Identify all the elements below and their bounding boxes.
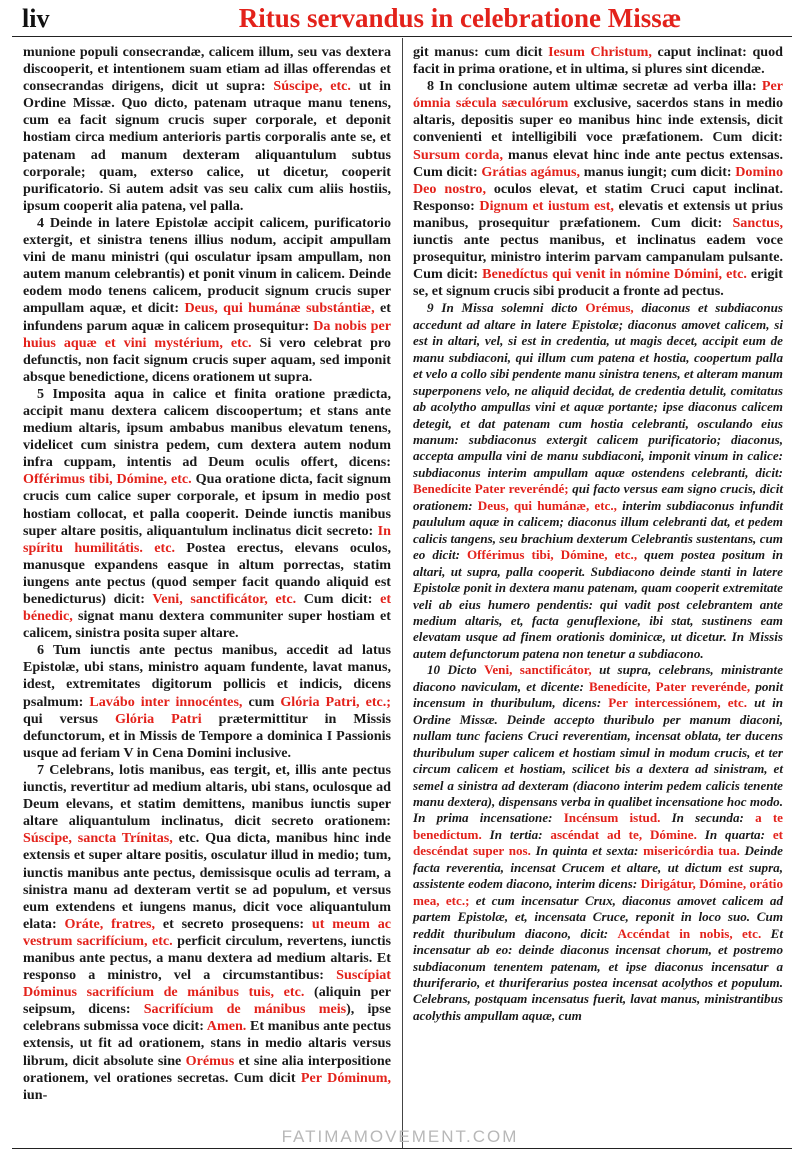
header-rule bbox=[12, 36, 792, 37]
body-text: Et incensatur ab eo: deinde diaconus incensat chorum, et postremo subdiaconum tenentem patenam, et ipse diaconus incensatur a thuriferario, et thuriferarius postea incensat acolythos et populum. Celebrans, postquam incensatus fuerit, lavat manus, ministrantibus acolythis ampullam aquæ, cum bbox=[413, 925, 783, 1023]
column-separator bbox=[402, 38, 403, 1148]
rubric-text: Dignum et iustum est, bbox=[479, 197, 614, 214]
rubric-text: Iesum Christum, bbox=[548, 44, 652, 60]
left-column bbox=[23, 44, 391, 1104]
rubric-text: et bénedic, bbox=[23, 591, 392, 625]
body-text: iun- bbox=[23, 1086, 48, 1103]
body-text: ut in Ordine Missæ. Quo dicto, patenam utraque manu tenens, cum ea facit signum crucis super corporale, et deponit hostiam circa medium anterioris partis corporalis ante se, et patenam ad manum dexteram aliquantulum subtus corporale; quam, exterso calice, ut dicetur, cooperit purificatorio. Si autem adsit vas seu calix cum aliis hostiis, ipsum cooperit alia patena, vel palla. bbox=[23, 78, 392, 214]
body-text: ), ipse celebrans submissa voce dicit: bbox=[23, 1001, 391, 1035]
body-text: (aliquin per seipsum, dicens: bbox=[23, 984, 391, 1018]
rubric-text: Accéndat in nobis, etc. bbox=[617, 925, 762, 941]
paragraph bbox=[23, 215, 391, 386]
rubric-text: misericórdia tua. bbox=[643, 843, 740, 859]
rubric-text: Per ómnia sǽcula sæculórum bbox=[413, 78, 783, 112]
rubric-text: Veni, sanctificátor, bbox=[484, 662, 592, 678]
body-text: 10 Dicto bbox=[427, 662, 485, 678]
body-text: prætermittitur in Missis defunctorum, et in Missis de Tempore a dominica I Passionis usque ad feriam V in Cena Domini inclusive. bbox=[23, 710, 391, 761]
body-text: elevatis et extensis ut prius manibus, prosequitur præfationem. Cum dicit: bbox=[413, 197, 784, 231]
body-text: qui facto versus eam signo crucis, dicit orationem: bbox=[413, 481, 783, 513]
body-text: munione populi consecrandæ, calicem illum, seu vas dextera discooperit, et intentionem suam etiam ad illas offerendas et consecrandas dirigens, dicit ut supra: bbox=[23, 44, 391, 95]
body-text: caput inclinat: quod facit in prima oratione, et in ultima, si plures sint dicendæ. bbox=[413, 44, 784, 78]
body-text: git manus: cum dicit bbox=[413, 44, 549, 60]
body-text: Si vero celebrat pro defunctis, non facit signum crucis super aquam, sed imponit absque benedictione, dicens orationem ut supra. bbox=[23, 334, 391, 385]
rubric-text: Offérimus tibi, Dómine, etc. bbox=[23, 471, 192, 488]
rubric-text: Grátias agámus, bbox=[481, 163, 581, 180]
page-header bbox=[0, 0, 800, 40]
body-text: Deinde facta reverentia, incensat Crucem et altare, ut dictum est supra, assistente eodem diacono, interim dicens: bbox=[413, 843, 783, 892]
rubric-text: Glória Patri bbox=[114, 710, 202, 727]
rubric-text: Sanctus, bbox=[732, 214, 783, 231]
body-text: etc. Qua dicta, manibus hinc inde extensis et super altare positis, osculatur illud in medio; tum, iunctis manibus ante pectus, demissisque oculis ad terram, a sinistra manu ad dexteram vertit se ad populum, et versus eum extendens et iungens manus, dicit voce aliquantulum elata: bbox=[23, 830, 392, 932]
body-text: ponit incensum in thuribulum, dicens: bbox=[413, 678, 783, 711]
rubric-text: Orémus bbox=[185, 1052, 235, 1069]
paragraph bbox=[413, 662, 783, 1024]
rubric-text: Orémus, bbox=[585, 300, 634, 316]
rubric-text: Benedíctus qui venit in nómine Dómini, etc. bbox=[482, 266, 747, 283]
paragraph bbox=[413, 44, 783, 78]
body-text: In quarta: bbox=[696, 826, 773, 842]
rubric-text: Glória Patri, etc.; bbox=[280, 693, 391, 710]
body-text: 9 In Missa solemni dicto bbox=[427, 300, 586, 316]
body-text: manus elevat hinc inde ante pectus extensas. Cum dicit: bbox=[413, 146, 783, 180]
body-text: oculos elevat, et statim Cruci caput inclinat. Responso: bbox=[413, 180, 784, 214]
body-text: qui versus bbox=[23, 710, 115, 727]
body-text: iunctis ante pectus manibus, et inclinatus eadem voce prosequitur, ministro interim parvam campanulam pulsante. Cum dicit: bbox=[413, 232, 783, 283]
body-text: et infundens parum aquæ in calicem prosequitur: bbox=[23, 300, 391, 334]
body-text: et cum incensatur Crux, diaconus amovet calicem ad partem Epistolæ, et, incensata Cruce, reponit in loco suo. Cum reddit thuribulum diacono, dicit: bbox=[413, 892, 784, 941]
rubric-text: ascéndat ad te, Dómine. bbox=[550, 826, 697, 842]
rubric-text: Lavábo inter innocéntes, bbox=[89, 693, 243, 710]
rubric-text: Per intercessiónem, etc. bbox=[608, 695, 748, 711]
rubric-text: Sacrifícium de mánibus meis bbox=[143, 1001, 347, 1018]
paragraph bbox=[23, 44, 391, 215]
paragraph bbox=[23, 762, 391, 1104]
body-text: erigit se, et signum crucis sibi producit a fronte ad pectus. bbox=[413, 266, 783, 300]
body-text: In quinta et sexta: bbox=[530, 843, 644, 859]
rubric-text: Da nobis per huius aquæ et vini mystérium, etc. bbox=[23, 317, 392, 351]
rubric-text: Offérimus tibi, Dómine, etc., bbox=[467, 547, 638, 563]
right-column bbox=[413, 44, 783, 1024]
rubric-text: Veni, sanctificátor, etc. bbox=[152, 591, 297, 607]
body-text: Cum dicit: bbox=[296, 591, 381, 607]
body-text: manus iungit; cum dicit: bbox=[580, 163, 736, 180]
body-text: ut in Ordine Missæ. Deinde accepto thuribulo per manum diaconi, nullam tunc faciens Cruci reverentiam, incensat oblata, ter ducens thuribulum super calicem et hostiam simul in modum crucis, et ter circum calicem et hostiam, scilicet bis a dextera ad sinistram, et semel a sinistra ad dexteram (diacono interim pedem calicis tenente manu dextera), dispensans verba in qualibet incensatione hoc modo. In prima incensatione: bbox=[413, 695, 783, 826]
body-text: signat manu dextera communiter super hostiam et calicem, sinistra posita super altare. bbox=[23, 608, 391, 642]
body-text: perficit circulum, revertens, iunctis manibus ante pectus, a manu dextera ad medium altaris. Et responso a ministro, vel a circumstantibus: bbox=[23, 932, 391, 984]
rubric-text: Per Dóminum, bbox=[300, 1069, 391, 1086]
rubric-text: Deus, qui humánæ, etc., bbox=[477, 497, 617, 513]
body-text: quem postea positum in altari, ut supra, palla cooperit. Subdiacono deinde stanti in latere Epistolæ ponit in dextera manu patenam, quam cooperit extremitate veli ab eius humero pendentis: qui vadit post celebrantem ante medium altaris, et, facta genuflexione, ibi stat, sustinens eam elevatam usque ad finem orationis dominicæ, ut dicetur. In Missis autem defunctorum patena non tenetur a subdiacono. bbox=[413, 547, 783, 661]
body-text: et sine alia interpositione orationem, vel orationes secretas. Cum dicit bbox=[23, 1052, 391, 1086]
rubric-text: Amen. bbox=[206, 1018, 247, 1035]
body-text: 4 Deinde in latere Epistolæ accipit calicem, purificatorio extergit, et sinistra tenens illius nodum, accipit ampullam vini de manu ministri (qui osculatur ipsam ampullam, non autem manum celebrantis) et ponit vinum in calicem. Deinde eodem modo tenens calicem, producit signum crucis super ampullam aquæ, et dicit: bbox=[23, 214, 391, 317]
rubric-text: Dirigátur, Dómine, orátio mea, etc.; bbox=[413, 876, 783, 908]
body-text: In secunda: bbox=[660, 810, 756, 826]
body-text: Postea erectus, elevans oculos, manusque expandens easque in altum porrectas, statim iungens ante pectus (quod semper facit quando aliquid est benedicturus) dicit: bbox=[23, 539, 391, 607]
body-text: diaconus et subdiaconus accedunt ad altare in latere Epistolæ; diaconus amovet calicem, si est in altari, vel, si est in credentia, ut magis decet, accipit eum de manu subdiaconi, qui illum cum patena et hostia, coopertum palla et velo a collo sibi pendente manu sinistra tenens, et alteram manum superponens velo, ne aliquid decidat, de credentia detulit, comitatus ab acolytho ampullas vini et aquæ portante; ipse diaconus calicem detegit, et dat patenam cum hostia celebranti, osculando eius manum: subdiaconus extergit calicem purificatorio; diaconus, accepta ampulla vini de manu subdiaconi, imponit vinum in calice: subdiaconus interim ampullam aquæ ostendens celebranti, dicit: bbox=[413, 300, 783, 480]
rubric-text: Domino Deo nostro, bbox=[413, 163, 784, 197]
body-text: 8 In conclusione autem ultimæ secretæ ad verba illa: bbox=[427, 78, 762, 95]
rubric-text: Benedícite Pater reveréndé; bbox=[413, 481, 569, 497]
rubric-text: a te benedíctum. bbox=[413, 810, 783, 842]
rubric-text: Deus, qui humánæ substántiæ, bbox=[184, 300, 375, 317]
body-text: cum bbox=[242, 693, 281, 710]
footer-rule bbox=[12, 1148, 792, 1149]
body-text: Et manibus ante pectus extensis, ut fit ad orationem, stans in medio altaris versus librum, dicit absolute sine bbox=[23, 1018, 392, 1069]
rubric-text: Sursum corda, bbox=[413, 146, 504, 163]
rubric-text: Súscipe, sancta Trínitas, bbox=[23, 830, 173, 847]
page-number: liv bbox=[22, 4, 50, 33]
rubric-text: ut meum ac vestrum sacrifícium, etc. bbox=[23, 915, 391, 949]
paragraph bbox=[23, 642, 391, 762]
body-text: In tertia: bbox=[481, 826, 551, 842]
body-text: 6 Tum iunctis ante pectus manibus, accedit ad latus Epistolæ, ubi stans, ministro aquam fundente, lavat manus, idest, extremitates digitorum pollicis et indicis, dicens psalmum: bbox=[23, 642, 391, 710]
body-text: ut supra, celebrans, ministrante diacono naviculam, et dicente: bbox=[413, 662, 784, 694]
body-text: 7 Celebrans, lotis manibus, eas tergit, et, illis ante pectus iunctis, revertitur ad medium altaris, ubi stans, oculosque ad Deum elevans, et statim demittens, manibus iunctis super altare aliquantulum inclinatus, dicit secreto orationem: bbox=[23, 761, 391, 830]
rubric-text: Benedícite, Pater reveréndе, bbox=[589, 678, 751, 694]
rubric-text: Suscípiat Dóminus sacrifícium de mánibus tuis, etc. bbox=[23, 967, 391, 1001]
body-text: 5 Imposita aqua in calice et finita oratione prædicta, accipit manu dextera calicem discoopertum; et stans ante medium altaris, ipsum ambabus manibus elevatum tenens, videlicet cum sinistra pedem, cum dextera autem nodum infra cuppam, intentis ad Deum oculis offert, dicens: bbox=[23, 385, 391, 471]
watermark: FATIMAMOVEMENT.COM bbox=[281, 1127, 519, 1146]
body-text: exclusive, sacerdos stans in medio altaris, depositis super eo manibus hinc inde extensis, dicit convenienti et intelligibili voce præfationem. Cum dicit: bbox=[413, 95, 783, 146]
paragraph bbox=[23, 386, 391, 642]
rubric-text: Súscipe, etc. bbox=[273, 78, 351, 95]
body-text: Qua oratione dicta, facit signum crucis cum calice super corporale, et ipsum in medio post hostiam collocat, et palla cooperit. Deinde iunctis manibus super altare positis, aliquantulum inclinatus dicit secreto: bbox=[23, 471, 391, 539]
body-text: et secreto prosequens: bbox=[155, 915, 312, 932]
paragraph bbox=[413, 300, 783, 662]
rubric-text: et descéndat super nos. bbox=[413, 826, 783, 859]
running-title: Ritus servandus in celebratione Missæ bbox=[238, 3, 682, 33]
paragraph bbox=[413, 78, 783, 300]
body-text: interim subdiaconus infundit paululum aquæ in calicem; diaconus illum celebranti dat, et pedem calicis tangens, seu brachium dexterum Celebrantis sustentans, cum eo dicit: bbox=[413, 497, 783, 563]
rubric-text: In spíritu humilitátis. etc. bbox=[23, 522, 391, 556]
rubric-text: Incénsum istud. bbox=[563, 810, 661, 826]
rubric-text: Oráte, fratres, bbox=[64, 915, 156, 932]
